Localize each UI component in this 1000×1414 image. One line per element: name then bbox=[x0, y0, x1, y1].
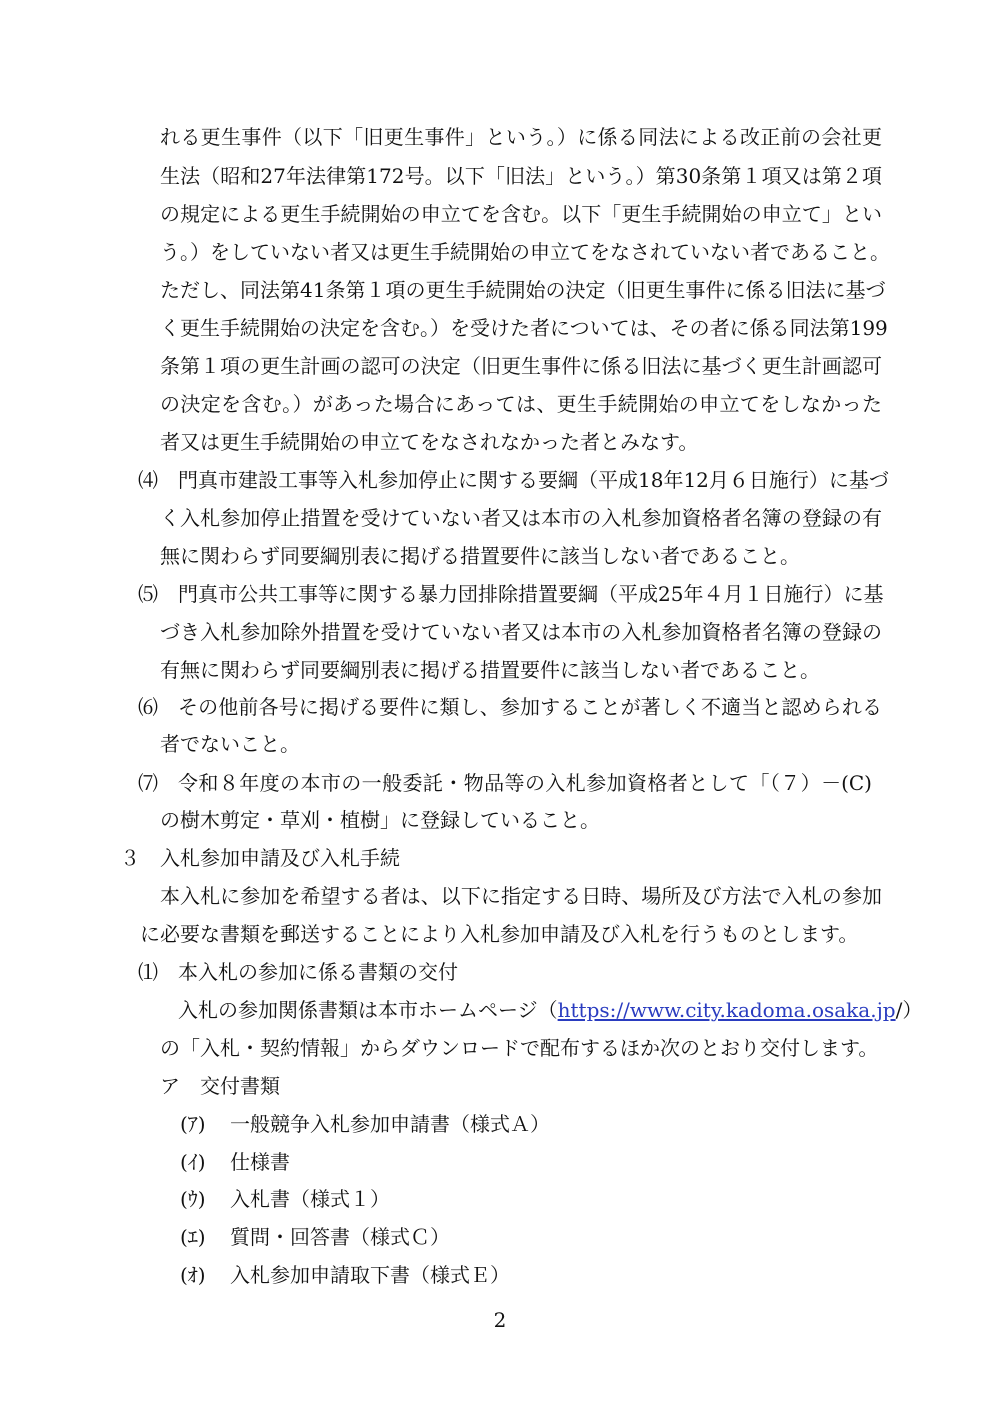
text-line: に必要な書類を郵送することにより入札参加申請及び入札を行うものとします。 bbox=[140, 922, 859, 946]
page-number: 2 bbox=[493, 1308, 507, 1332]
text-line-with-link bbox=[178, 998, 922, 1022]
list-heading: 交付書類 bbox=[200, 1074, 280, 1098]
body-text: 入札の参加関係書類は本市ホームページ（ bbox=[178, 998, 558, 1022]
list-item: 質問・回答書（様式Ｃ） bbox=[230, 1225, 450, 1249]
list-item: 一般競争入札参加申請書（様式Ａ） bbox=[230, 1112, 550, 1136]
text-line: く更生手続開始の決定を含む。）を受けた者については、その者に係る同法第199 bbox=[160, 316, 888, 340]
list-marker: (ｴ) bbox=[180, 1225, 206, 1249]
text-line: 者又は更生手続開始の申立てをなされなかった者とみなす。 bbox=[160, 430, 699, 454]
text-line: 条第１項の更生計画の認可の決定（旧更生事件に係る旧法に基づく更生計画認可 bbox=[160, 354, 882, 378]
section-number: ３ bbox=[120, 846, 140, 870]
text-line: ただし、同法第41条第１項の更生手続開始の決定（旧更生事件に係る旧法に基づ bbox=[160, 278, 886, 302]
text-line: の規定による更生手続開始の申立てを含む。以下「更生手続開始の申立て」とい bbox=[160, 202, 882, 226]
text-line: 令和８年度の本市の一般委託・物品等の入札参加資格者として「（７）－(C) bbox=[178, 771, 872, 795]
text-line: う。）をしていない者又は更生手続開始の申立てをなされていない者であること。 bbox=[160, 240, 890, 264]
subsection-heading: 本入札の参加に係る書類の交付 bbox=[178, 960, 458, 984]
homepage-link[interactable]: https://www.city.kadoma.osaka.jp bbox=[557, 998, 896, 1022]
text-line: れる更生事件（以下「旧更生事件」という。）に係る同法による改正前の会社更 bbox=[160, 125, 882, 149]
list-item: 仕様書 bbox=[230, 1150, 290, 1174]
list-item: 入札参加申請取下書（様式Ｅ） bbox=[230, 1263, 510, 1287]
text-line: く入札参加停止措置を受けていない者又は本市の入札参加資格者名簿の登録の有 bbox=[160, 506, 882, 530]
list-marker: (ｳ) bbox=[180, 1187, 206, 1211]
text-line: 有無に関わらず同要綱別表に掲げる措置要件に該当しない者であること。 bbox=[160, 658, 820, 682]
body-text: /） bbox=[895, 998, 923, 1022]
list-marker: ⑷ bbox=[138, 468, 158, 492]
text-line: 者でないこと。 bbox=[160, 732, 300, 756]
section-heading: 入札参加申請及び入札手続 bbox=[160, 846, 400, 870]
list-marker: ⑹ bbox=[138, 695, 158, 719]
list-marker: ⑴ bbox=[138, 960, 158, 984]
list-marker: (ｵ) bbox=[180, 1263, 206, 1287]
list-marker: ⑸ bbox=[138, 582, 158, 606]
list-marker: ⑺ bbox=[138, 771, 158, 795]
text-line: づき入札参加除外措置を受けていない者又は本市の入札参加資格者名簿の登録の bbox=[160, 620, 882, 644]
text-line: の決定を含む。）があった場合にあっては、更生手続開始の申立てをしなかった bbox=[160, 392, 882, 416]
text-line: その他前各号に掲げる要件に類し、参加することが著しく不適当と認められる bbox=[178, 695, 882, 719]
text-line: 門真市建設工事等入札参加停止に関する要綱（平成18年12月６日施行）に基づ bbox=[178, 468, 889, 492]
text-line: の樹木剪定・草刈・植樹」に登録していること。 bbox=[160, 808, 600, 832]
text-line: 門真市公共工事等に関する暴力団排除措置要綱（平成25年４月１日施行）に基 bbox=[178, 582, 884, 606]
list-marker: (ｲ) bbox=[180, 1150, 206, 1174]
text-line: 本入札に参加を希望する者は、以下に指定する日時、場所及び方法で入札の参加 bbox=[160, 884, 882, 908]
text-line: の「入札・契約情報」からダウンロードで配布するほか次のとおり交付します。 bbox=[160, 1036, 879, 1060]
list-item: 入札書（様式１） bbox=[230, 1187, 390, 1211]
list-marker: (ｱ) bbox=[180, 1112, 206, 1136]
text-line: 無に関わらず同要綱別表に掲げる措置要件に該当しない者であること。 bbox=[160, 544, 800, 568]
text-line: 生法（昭和27年法律第172号。以下「旧法」という。）第30条第１項又は第２項 bbox=[160, 164, 882, 188]
list-marker: ア bbox=[160, 1074, 180, 1098]
